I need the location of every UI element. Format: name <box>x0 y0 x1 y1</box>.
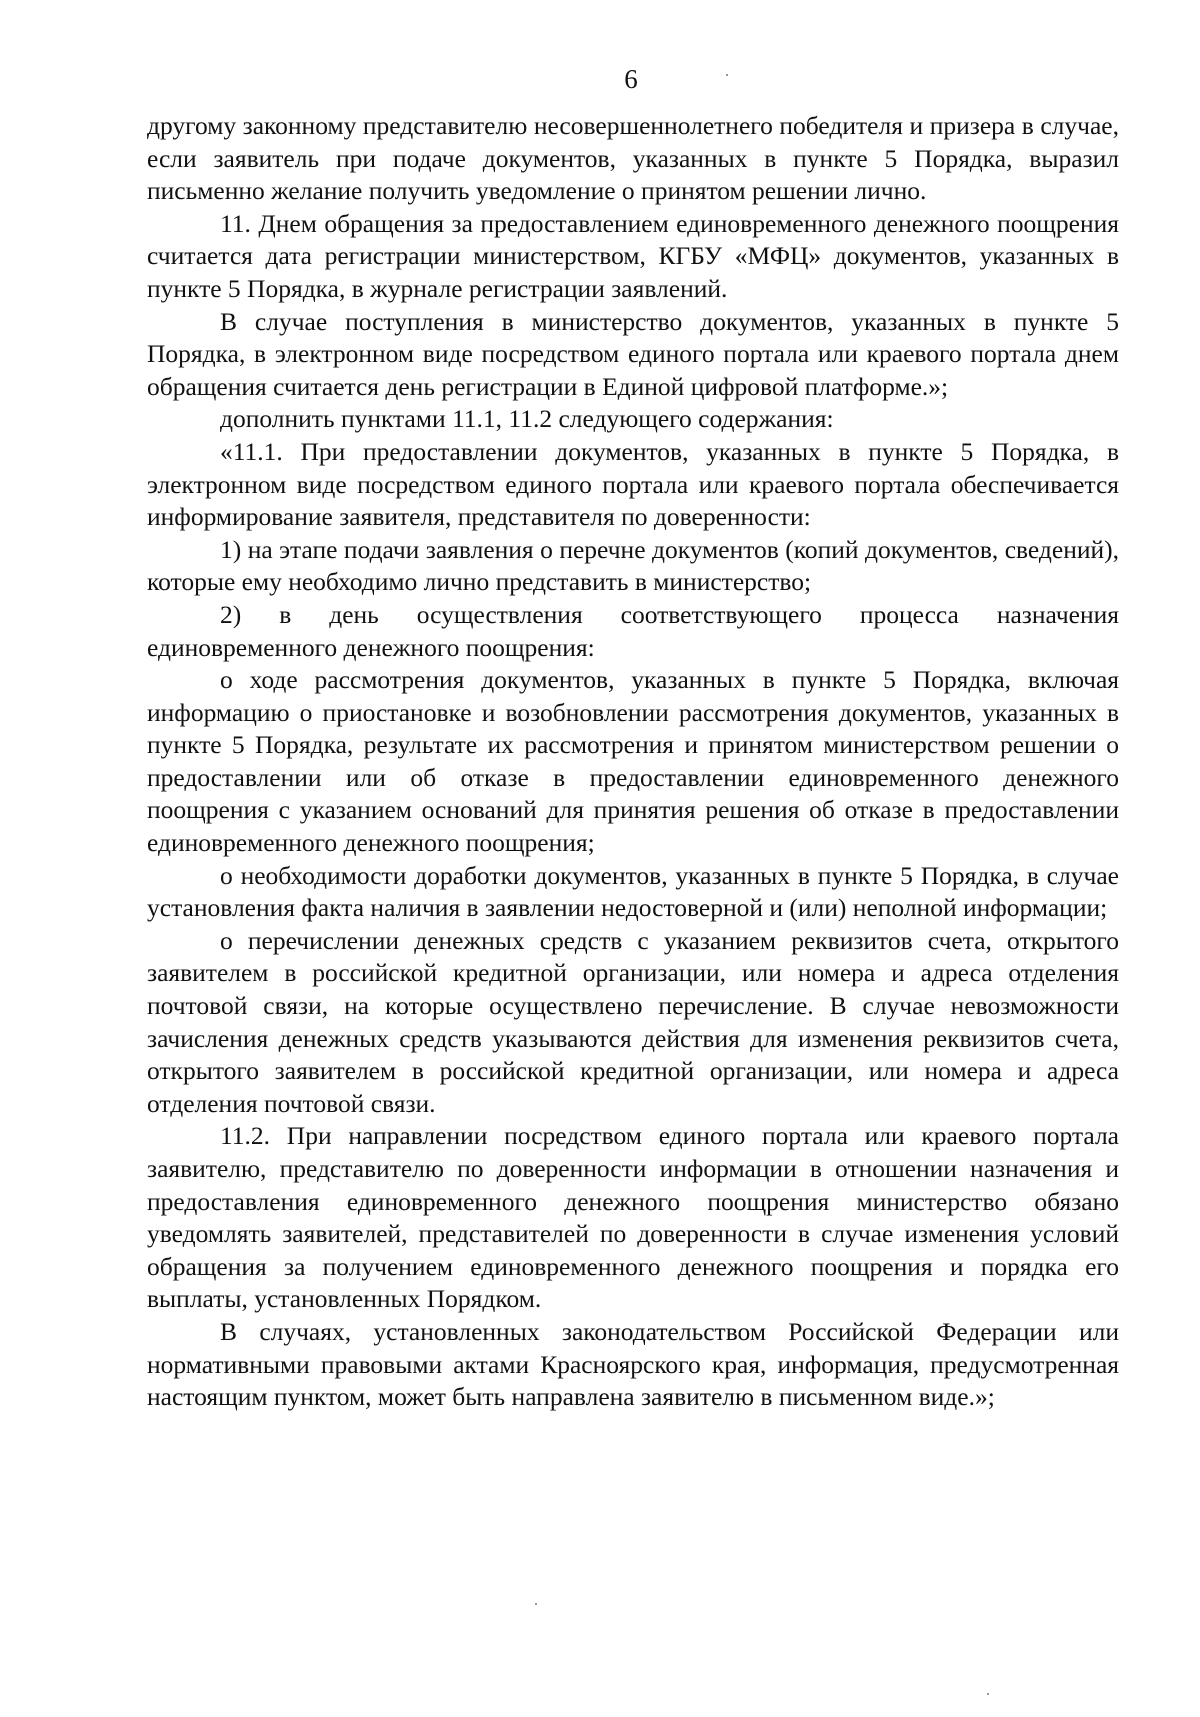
page-number: 6 <box>624 64 638 94</box>
paragraph-subitem-1: 1) на этапе подачи заявления о перечне документов (копий документов, сведений), которые ему необходимо лично представить в министерство; <box>147 534 1119 597</box>
paragraph-subitem-2: 2) в день осуществления соответствующего процесса назначения единовременного денежного поощрения: <box>147 599 1119 662</box>
scan-speck <box>535 1603 537 1605</box>
paragraph-bullet-transfer: о перечислении денежных средств с указанием реквизитов счета, открытого заявителем в российской кредитной организации, или номера и адреса отделения почтовой связи, на которые осуществлено перечисление. В случае невозможности зачисления денежных средств указываются действия для изменения реквизитов счета, открытого заявителем в российской кредитной организации, или номера и адреса отделения почтовой связи. <box>147 925 1119 1118</box>
paragraph-bullet-revision: о необходимости доработки документов, указанных в пункте 5 Порядка, в случае установления факта наличия в заявлении недостоверной и (или) неполной информации; <box>147 860 1119 923</box>
paragraph-item-11-2: 11.2. При направлении посредством единого портала или краевого портала заявителю, представителю по доверенности информации в отношении назначения и предоставления единовременного денежного поощрения министерство обязано уведомлять заявителей, представителей по доверенности в случае изменения условий обращения за получением единовременного денежного поощрения и порядка его выплаты, установленных Порядком. <box>147 1121 1119 1314</box>
paragraph-item-11-1: «11.1. При предоставлении документов, указанных в пункте 5 Порядка, в электронном виде посредством единого портала или краевого портала обеспечивается информирование заявителя, представителя по доверенности: <box>147 436 1119 532</box>
paragraph-amendment-intro: дополнить пунктами 11.1, 11.2 следующего содержания: <box>220 404 834 434</box>
paragraph-written-form: В случаях, установленных законодательством Российской Федерации или нормативными правовыми актами Красноярского края, информация, предусмотренная настоящим пунктом, может быть направлена заявителю в письменном виде.»; <box>147 1316 1119 1412</box>
scan-speck <box>987 1693 989 1695</box>
paragraph-continuation: другому законному представителю несовершеннолетнего победителя и призера в случае, если заявитель при подаче документов, указанных в пункте 5 Порядка, выразил письменно желание получить уведомление о принятом решении лично. <box>147 111 1119 206</box>
paragraph-bullet-progress: о ходе рассмотрения документов, указанных в пункте 5 Порядка, включая информацию о приостановке и возобновлении рассмотрения документов, указанных в пункте 5 Порядка, результате их рассмотрения и принятом министерством решении о предоставлении или об отказе в предоставлении единовременного денежного поощрения с указанием оснований для принятия решения об отказе в предоставлении единовременного денежного поощрения; <box>147 665 1119 858</box>
paragraph-electronic-case: В случае поступления в министерство документов, указанных в пункте 5 Порядка, в электронном виде посредством единого портала или краевого портала днем обращения считается день регистрации в Единой цифровой платформе.»; <box>147 306 1119 401</box>
scan-speck <box>726 74 728 76</box>
paragraph-item-11: 11. Днем обращения за предоставлением единовременного денежного поощрения считается дата регистрации министерством, КГБУ «МФЦ» документов, указанных в пункте 5 Порядка, в журнале регистрации заявлений. <box>147 208 1119 303</box>
document-body <box>147 110 1119 1414</box>
